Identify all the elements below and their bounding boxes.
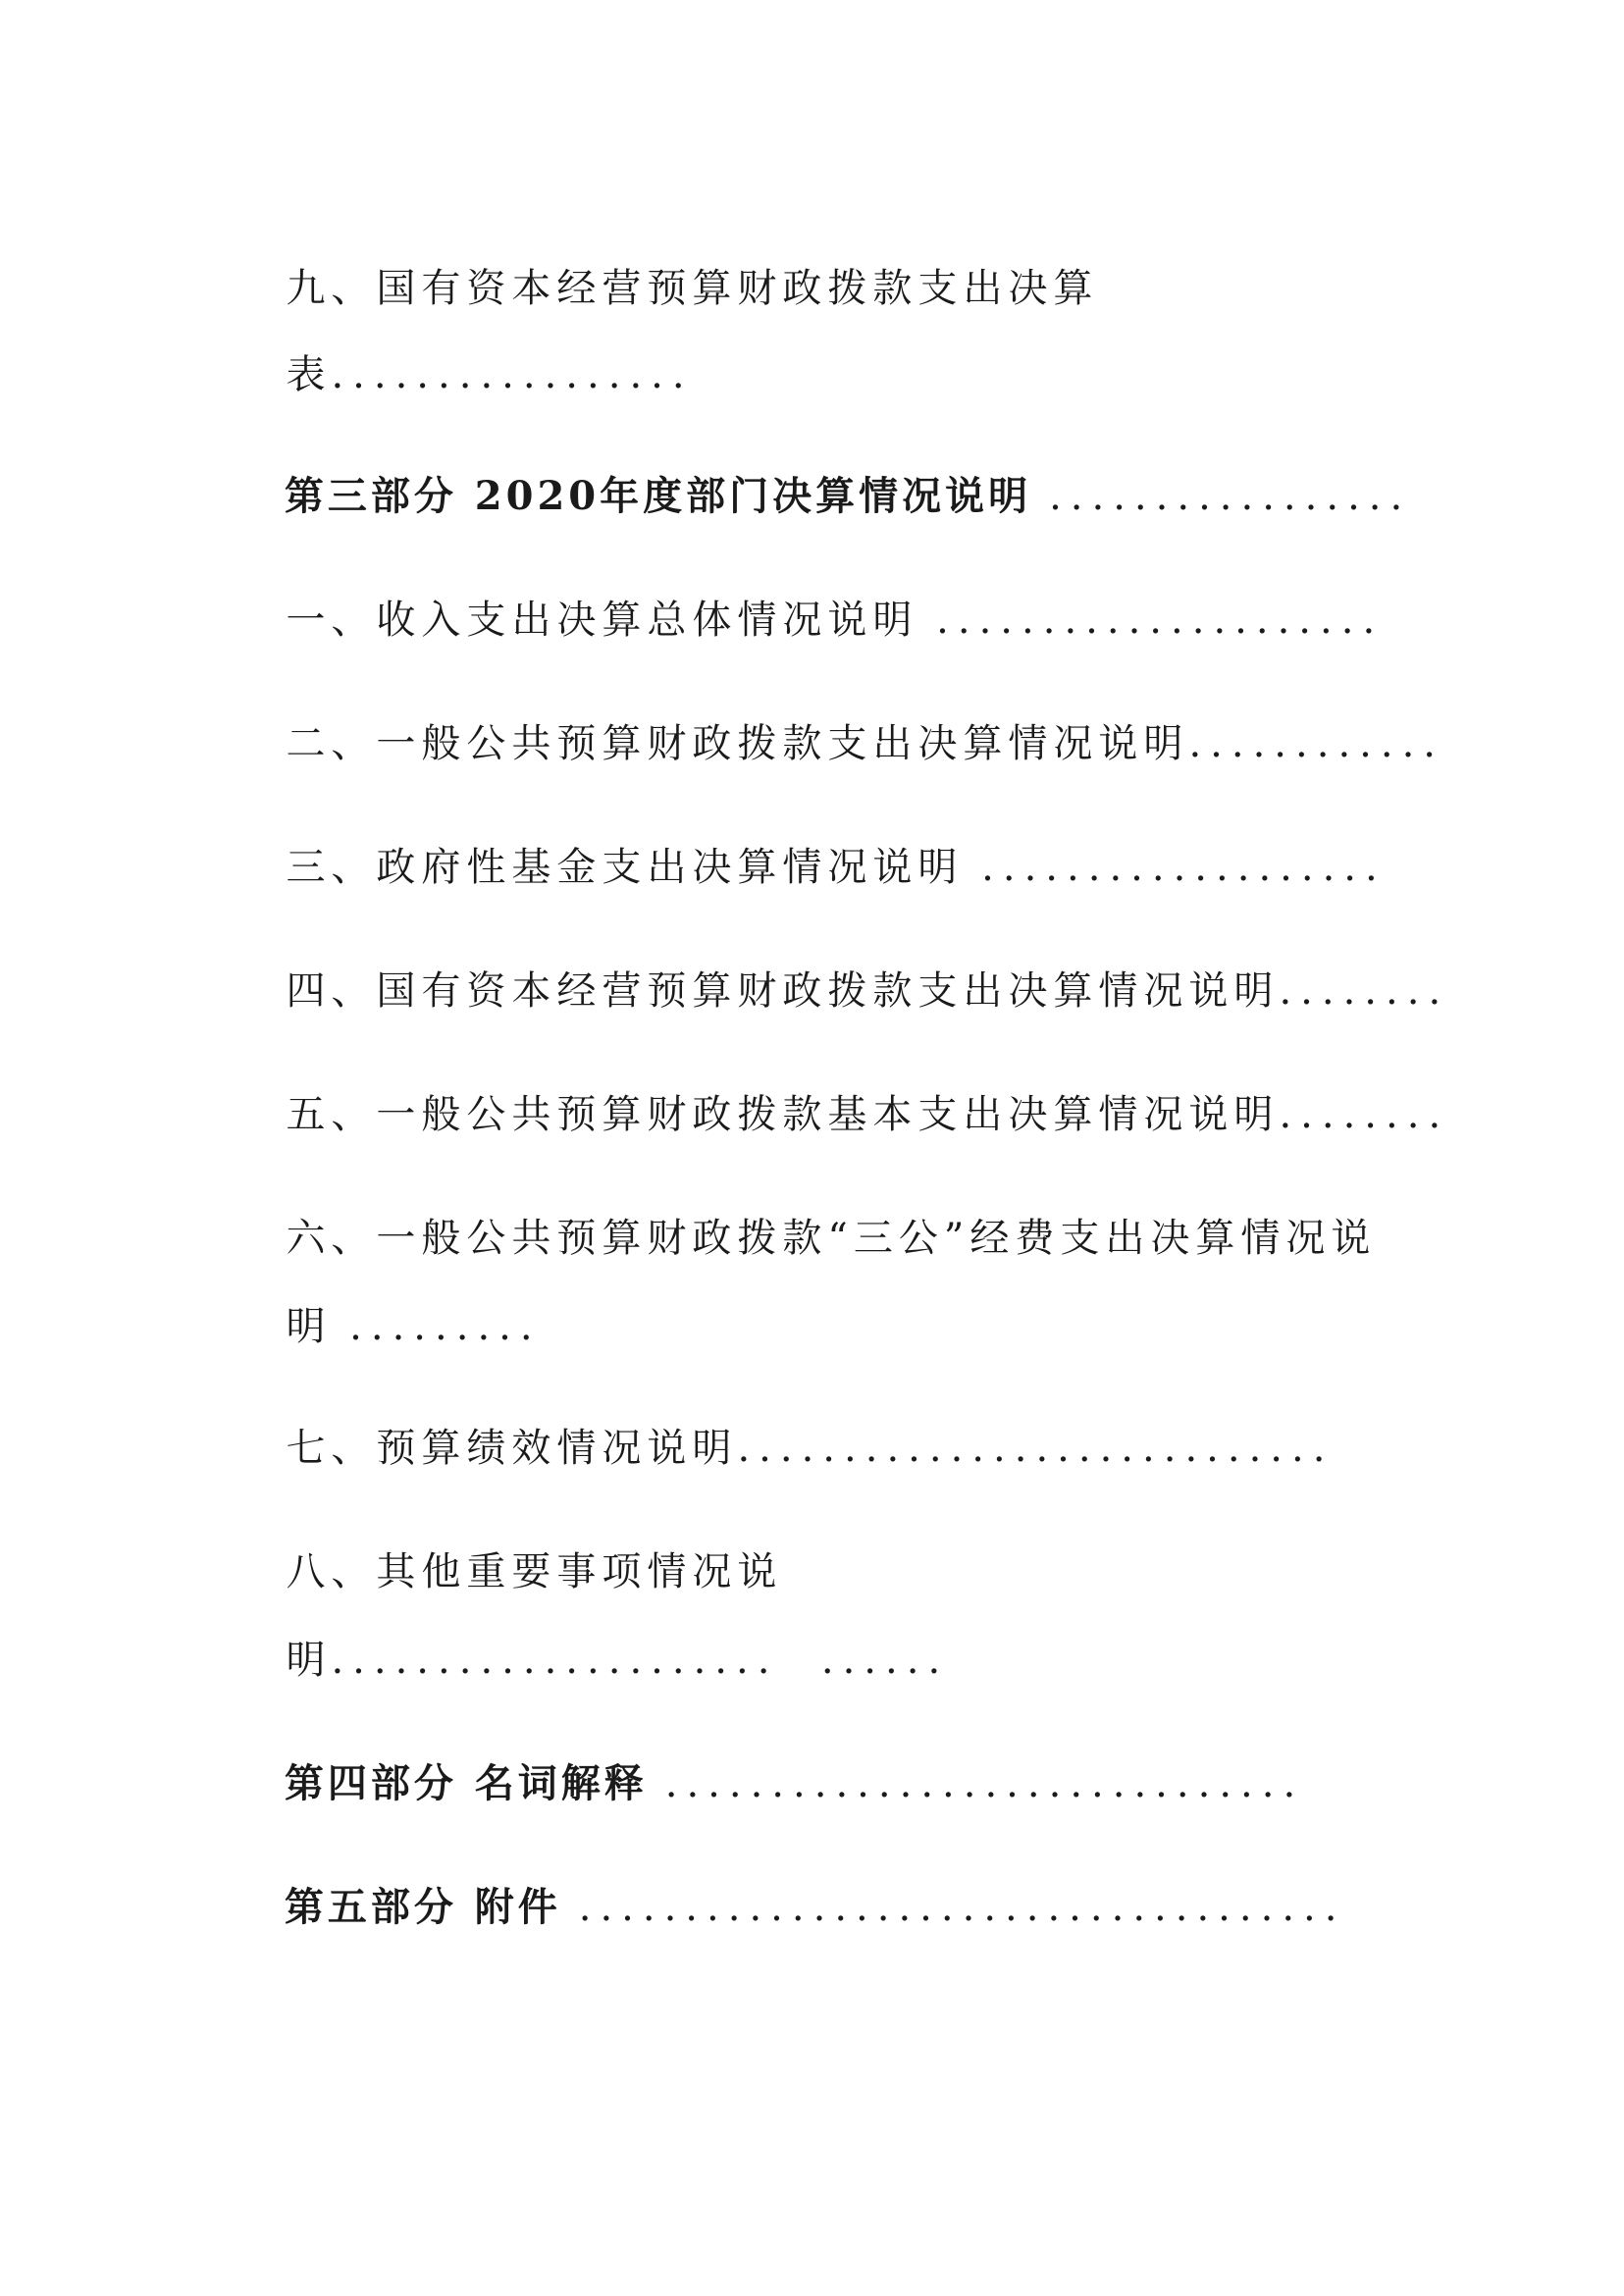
toc-part-3-item-8-line1 xyxy=(249,1501,782,1595)
toc-part-3-item-2 xyxy=(249,673,1444,767)
toc-leader-dots: ............ xyxy=(1188,721,1445,766)
toc-item-title: 七、预算绩效情况说明 xyxy=(286,1426,738,1471)
toc-item-9-text: 九、国有资本经营预算财政拨款支出决算 xyxy=(286,266,1099,311)
toc-part-3-item-1 xyxy=(249,549,1384,644)
toc-leader-dots: ..................... xyxy=(936,598,1385,643)
toc-leader-dots: ..................... ...... xyxy=(331,1638,950,1683)
toc-part-3-item-7 xyxy=(249,1378,1334,1472)
toc-leader-dots: ............................ xyxy=(737,1426,1335,1471)
toc-part-3-title: 第三部分 2020年度部门决算情况说明 xyxy=(284,473,1032,519)
toc-item-title: 二、一般公共预算财政拨款支出决算情况说明 xyxy=(286,721,1189,766)
toc-part-4 xyxy=(249,1713,1304,1807)
toc-item-title: 三、政府性基金支出决算情况说明 xyxy=(286,845,964,890)
toc-part-3-item-3 xyxy=(249,797,1387,891)
toc-item-title: 六、一般公共预算财政拨款“三公”经费支出决算情况说 xyxy=(286,1216,1377,1261)
toc-leader-dots: ........ xyxy=(1279,968,1450,1014)
toc-item-9-text-cont: 表 xyxy=(286,352,332,397)
toc-part-3-item-6-line2 xyxy=(249,1256,542,1350)
toc-leader-dots: ................. xyxy=(331,352,694,397)
toc-part-3-item-8-line2 xyxy=(249,1590,949,1684)
toc-item-title: 四、国有资本经营预算财政拨款支出决算情况说明 xyxy=(286,968,1280,1014)
toc-leader-dots: .............................. xyxy=(664,1761,1305,1806)
toc-part-3-item-6-line1 xyxy=(249,1168,1376,1262)
toc-part-5 xyxy=(249,1837,1345,1931)
toc-leader-dots: ................... xyxy=(981,845,1387,890)
toc-leader-dots: .................................... xyxy=(578,1885,1346,1930)
toc-item-title: 五、一般公共预算财政拨款基本支出决算情况说明 xyxy=(286,1092,1280,1137)
toc-item-title: 八、其他重要事项情况说 xyxy=(286,1549,783,1594)
toc-item-title: 一、收入支出决算总体情况说明 xyxy=(286,598,918,643)
toc-leader-dots: ................. xyxy=(1049,474,1412,519)
toc-item-9-line2 xyxy=(249,304,694,398)
toc-item-title-cont: 明 xyxy=(286,1304,332,1349)
toc-part-3 xyxy=(249,426,1411,520)
toc-part-4-title: 第四部分 名词解释 xyxy=(284,1760,648,1806)
toc-leader-dots: ......... xyxy=(349,1304,542,1349)
toc-item-9-line1 xyxy=(249,218,1098,312)
toc-item-title-cont: 明 xyxy=(286,1638,332,1683)
toc-part-3-item-4 xyxy=(249,920,1449,1015)
toc-part-5-title: 第五部分 附件 xyxy=(284,1884,561,1930)
toc-part-3-item-5 xyxy=(249,1044,1449,1138)
toc-leader-dots: ........ xyxy=(1279,1092,1450,1137)
